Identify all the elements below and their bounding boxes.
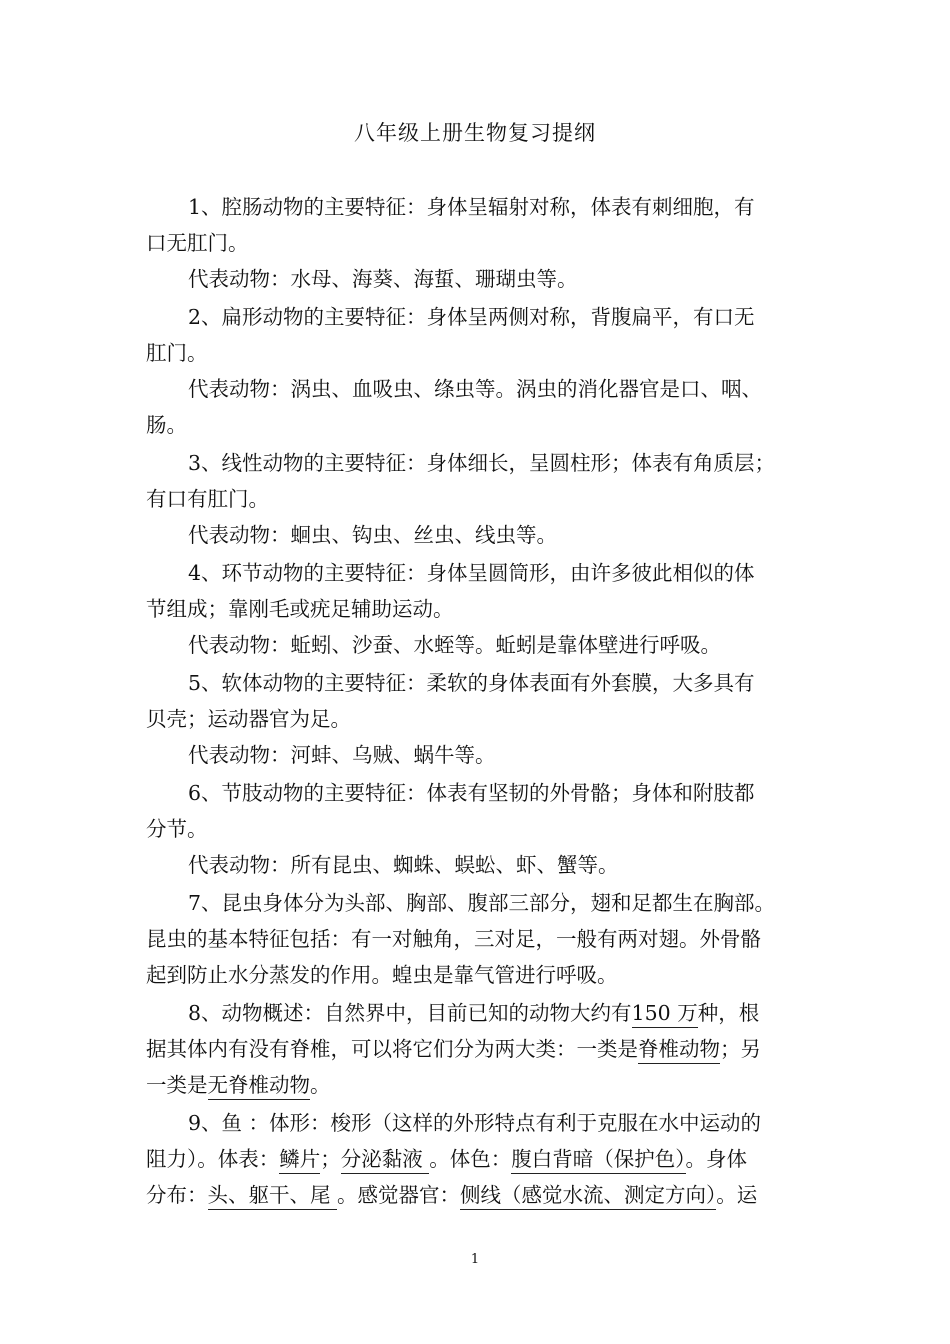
text-line: 贝壳；运动器官为足。 xyxy=(146,707,351,731)
text-run: 据其体内有没有脊椎，可以将它们分为两大类：一类是 xyxy=(146,1037,638,1061)
text-run: 阻力）。体表： xyxy=(146,1147,280,1171)
text-line: 肛门。 xyxy=(146,341,208,365)
text-run: 。 xyxy=(310,1073,331,1097)
text-line: 代表动物：所有昆虫、蜘蛛、蜈蚣、虾、蟹等。 xyxy=(188,853,619,877)
text-line: 4、环节动物的主要特征：身体呈圆筒形，由许多彼此相似的体 xyxy=(188,561,755,585)
text-run: 种，根 xyxy=(697,1001,760,1025)
text-line: 代表动物：蛔虫、钩虫、丝虫、线虫等。 xyxy=(188,523,557,547)
text-line xyxy=(146,1035,811,1063)
text-line: 代表动物：涡虫、血吸虫、绦虫等。涡虫的消化器官是口、咽、 xyxy=(188,377,762,401)
text-line: 有口有肛门。 xyxy=(146,487,269,511)
text-line: 1、腔肠动物的主要特征：身体呈辐射对称，体表有刺细胞，有 xyxy=(188,195,755,219)
text-line: 5、软体动物的主要特征：柔软的身体表面有外套膜，大多具有 xyxy=(188,671,755,695)
text-line xyxy=(188,999,853,1027)
fill-in-answer: 分泌黏液 xyxy=(341,1147,430,1174)
text-run: 。体色： xyxy=(429,1147,512,1171)
text-run: 。感觉器官： xyxy=(337,1183,461,1207)
fill-in-answer: 侧线（感觉水流、测定方向） xyxy=(460,1183,716,1210)
text-line: 代表动物：蚯蚓、沙蚕、水蛭等。蚯蚓是靠体壁进行呼吸。 xyxy=(188,633,721,657)
text-line: 代表动物：河蚌、乌贼、蜗牛等。 xyxy=(188,743,496,767)
text-line: 9、鱼 ：体形：梭形（这样的外形特点有利于克服在水中运动的 xyxy=(188,1111,762,1135)
fill-in-answer: 无脊椎动物 xyxy=(208,1073,311,1100)
fill-in-answer: 脊椎动物 xyxy=(638,1037,720,1064)
page-title: 八年级上册生物复习提纲 xyxy=(354,121,596,145)
text-line xyxy=(146,1145,811,1173)
text-run: ； xyxy=(320,1147,341,1171)
text-line: 昆虫的基本特征包括：有一对触角，三对足，一般有两对翅。外骨骼 xyxy=(146,927,761,951)
text-line: 口无肛门。 xyxy=(146,231,249,255)
text-line: 6、节肢动物的主要特征：体表有坚韧的外骨骼；身体和附肢都 xyxy=(188,781,755,805)
fill-in-answer: 150 万 xyxy=(632,1001,698,1028)
text-line: 节组成；靠刚毛或疣足辅助运动。 xyxy=(146,597,454,621)
page-number: 1 xyxy=(470,1252,480,1267)
text-run: 。身体 xyxy=(685,1147,748,1171)
text-line: 7、昆虫身体分为头部、胸部、腹部三部分，翅和足都生在胸部。 xyxy=(188,891,776,915)
fill-in-answer: 腹白背暗（保护色） xyxy=(511,1147,685,1174)
text-line: 起到防止水分蒸发的作用。蝗虫是靠气管进行呼吸。 xyxy=(146,963,618,987)
text-line: 肠。 xyxy=(146,413,187,437)
text-line: 分节。 xyxy=(146,817,208,841)
text-line: 3、线性动物的主要特征：身体细长，呈圆柱形；体表有角质层； xyxy=(188,451,776,475)
text-run: ；另 xyxy=(720,1037,761,1061)
fill-in-answer: 头、躯干、尾 xyxy=(208,1183,338,1210)
text-run: 一类是 xyxy=(146,1073,208,1097)
text-line: 代表动物：水母、海葵、海蜇、珊瑚虫等。 xyxy=(188,267,578,291)
text-run: 8、动物概述：自然界中，目前已知的动物大约有 xyxy=(188,1001,632,1025)
text-line: 2、扁形动物的主要特征：身体呈两侧对称，背腹扁平，有口无 xyxy=(188,305,755,329)
text-run: 。运 xyxy=(716,1183,758,1207)
text-line xyxy=(146,1071,811,1099)
text-line xyxy=(146,1181,811,1209)
fill-in-answer: 鳞片 xyxy=(279,1147,320,1174)
text-run: 分布： xyxy=(146,1183,208,1207)
